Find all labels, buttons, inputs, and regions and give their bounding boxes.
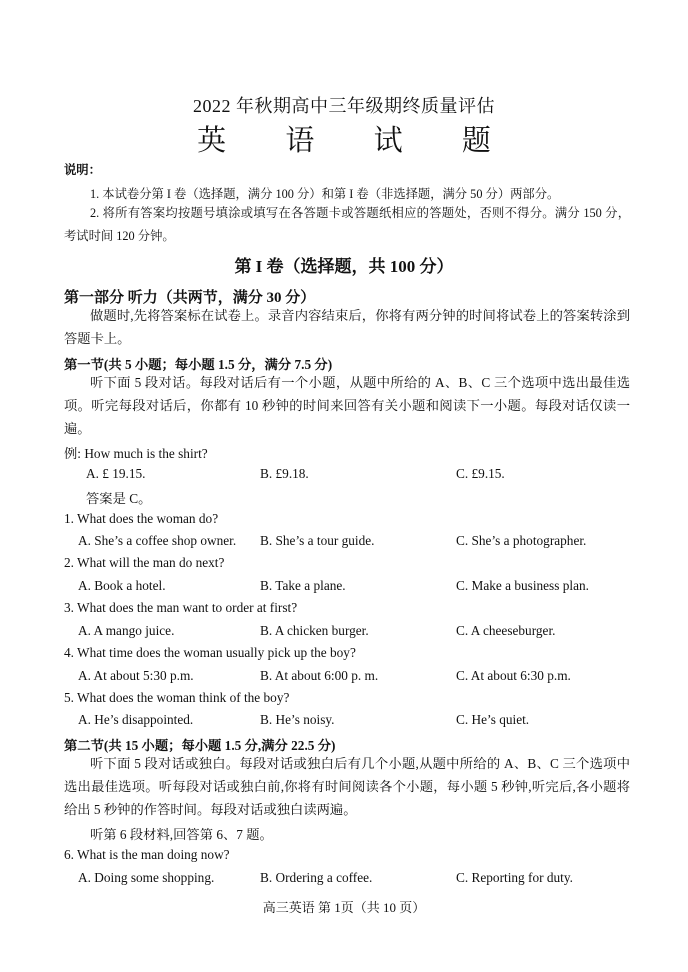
question-5: 5. What does the woman think of the boy? xyxy=(64,690,290,705)
question-1-option-b: B. She’s a tour guide. xyxy=(260,533,375,548)
question-2: 2. What will the man do next? xyxy=(64,555,225,570)
question-6: 6. What is the man doing now? xyxy=(64,847,230,862)
question-3: 3. What does the man want to order at first? xyxy=(64,600,298,615)
part1-intro: 做题时,先将答案标在试卷上。录音内容结束后，你将有两分钟的时间将试卷上的答案转涂到答题卡上。 xyxy=(64,308,630,346)
example-option-c: C. £9.15. xyxy=(456,466,505,481)
question-4: 4. What time does the woman usually pick up the boy? xyxy=(64,645,356,660)
subject-title: 英 语 试 题 xyxy=(197,125,517,157)
instructions-label: 说明： xyxy=(64,163,101,177)
question-2-option-a: A. Book a hotel. xyxy=(78,578,166,593)
question-3-option-a: A. A mango juice. xyxy=(78,623,175,638)
section1-title: 第一节(共 5 小题；每小题 1.5 分，满分 7.5 分) xyxy=(64,357,333,372)
section2-intro: 听下面 5 段对话或独白。每段对话或独白后有几个小题,从题中所给的 A、B、C 三个选项中选出最佳选项。听每段对话或独白前,你将有时间阅读各个小题，每小题 5 秒钟,听完后,各小题将给出 5 秒钟的作答时间。每段对话或独白读两遍。 xyxy=(64,756,630,817)
question-2-option-c: C. Make a business plan. xyxy=(456,578,589,593)
example-option-a: A. £ 19.15. xyxy=(86,466,146,481)
exam-title: 2022 年秋期高中三年级期终质量评估 xyxy=(193,96,495,116)
question-5-option-b: B. He’s noisy. xyxy=(260,712,335,727)
question-4-option-b: B. At about 6:00 p. m. xyxy=(260,668,379,683)
volume1-title: 第 I 卷（选择题，共 100 分） xyxy=(234,257,454,276)
question-3-option-b: B. A chicken burger. xyxy=(260,623,369,638)
page-footer: 高三英语 第 1页（共 10 页） xyxy=(262,900,426,915)
question-6-option-c: C. Reporting for duty. xyxy=(456,870,573,885)
instruction-item-1: 1. 本试卷分第 I 卷（选择题，满分 100 分）和第 I 卷（非选择题，满分 50 分）两部分。 xyxy=(90,187,560,201)
section1-intro: 听下面 5 段对话。每段对话后有一个小题，从题中所给的 A、B、C 三个选项中选出最佳选项。听完每段对话后，你都有 10 秒钟的时间来回答有关小题和阅读下一小题。每段对话仅读一遍。 xyxy=(64,375,630,436)
question-6-option-a: A. Doing some shopping. xyxy=(78,870,215,885)
question-1-option-c: C. She’s a photographer. xyxy=(456,533,587,548)
question-5-option-c: C. He’s quiet. xyxy=(456,712,530,727)
section2-material-note: 听第 6 段材料,回答第 6、7 题。 xyxy=(90,827,273,842)
question-1-option-a: A. She’s a coffee shop owner. xyxy=(78,533,237,548)
question-4-option-c: C. At about 6:30 p.m. xyxy=(456,668,571,683)
question-4-option-a: A. At about 5:30 p.m. xyxy=(78,668,194,683)
question-6-option-b: B. Ordering a coffee. xyxy=(260,870,373,885)
instruction-item-2: 2. 将所有答案均按题号填涂或填写在各答题卡或答题纸相应的答题处，否则不得分。满分 150 分，考试时间 120 分钟。 xyxy=(64,206,630,243)
example-question: 例: How much is the shirt? xyxy=(64,446,208,461)
example-answer: 答案是 C。 xyxy=(86,491,152,506)
section2-title: 第二节(共 15 小题；每小题 1.5 分,满分 22.5 分) xyxy=(64,738,336,753)
example-option-b: B. £9.18. xyxy=(260,466,309,481)
part1-title: 第一部分 听力（共两节，满分 30 分） xyxy=(64,290,316,306)
question-3-option-c: C. A cheeseburger. xyxy=(456,623,556,638)
question-1: 1. What does the woman do? xyxy=(64,511,219,526)
question-2-option-b: B. Take a plane. xyxy=(260,578,346,593)
question-5-option-a: A. He’s disappointed. xyxy=(78,712,194,727)
